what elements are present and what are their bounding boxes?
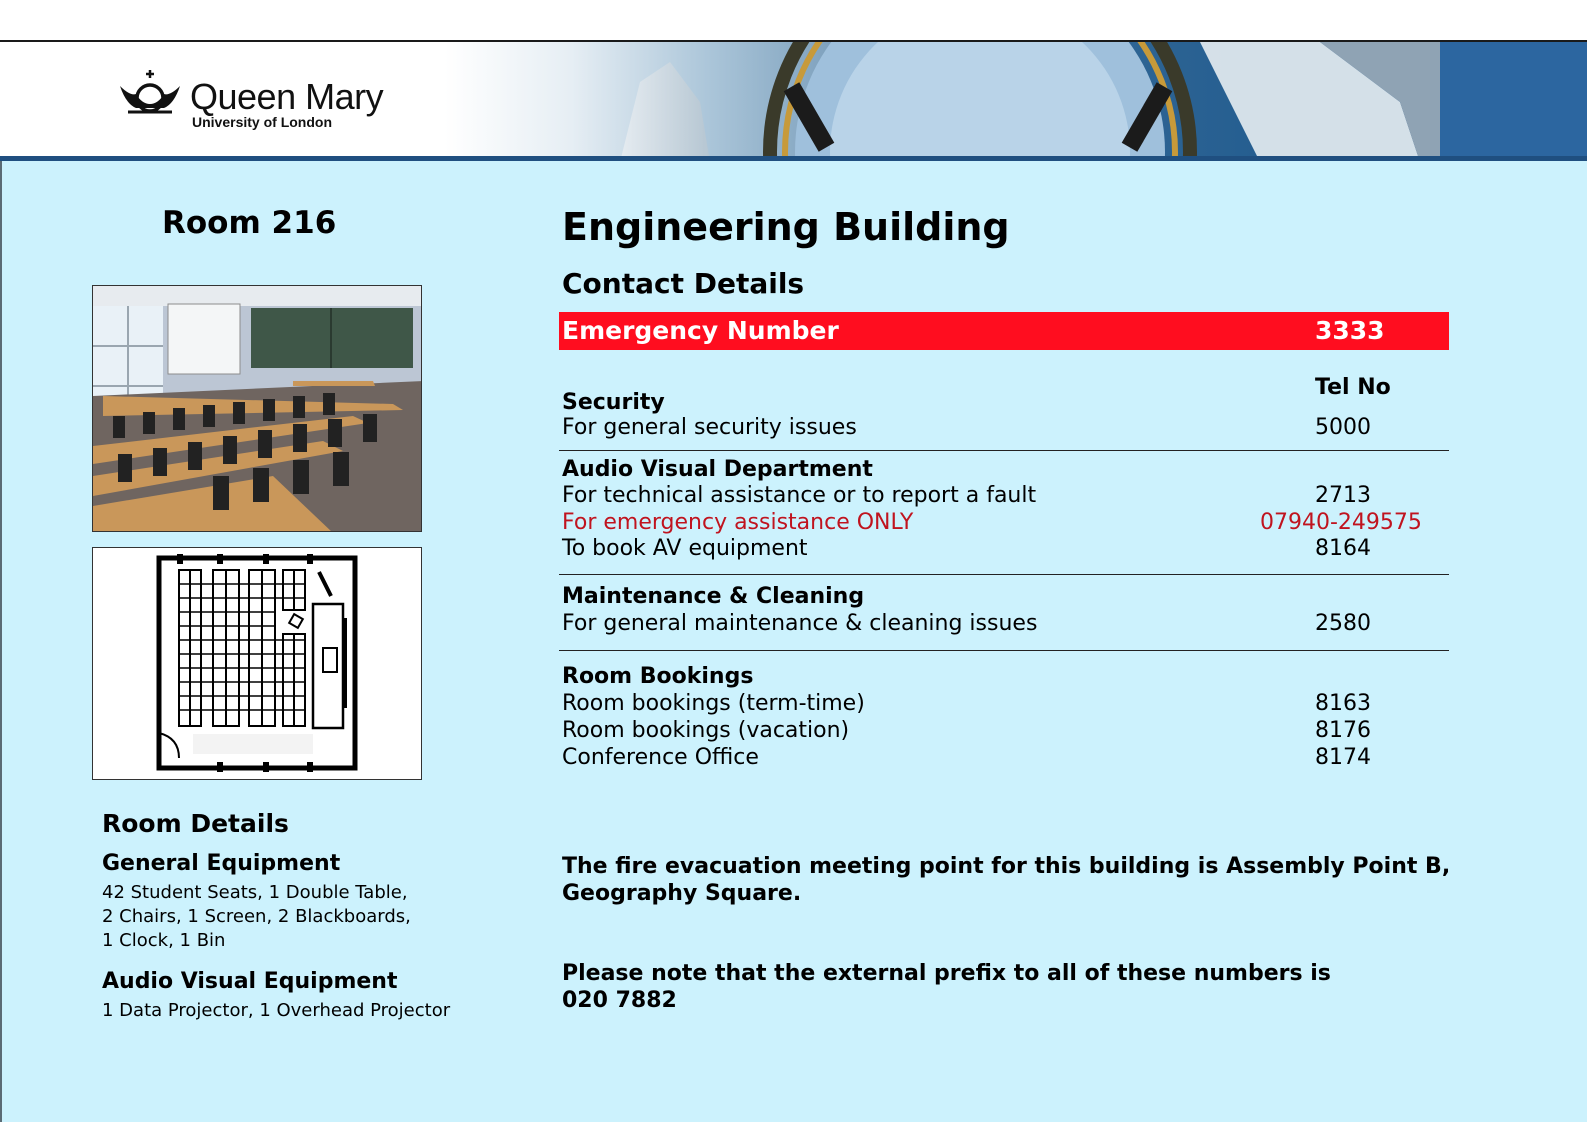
- classroom-photo: [92, 285, 422, 532]
- emergency-number-bar: [559, 312, 1449, 350]
- logo-name: Queen Mary: [190, 76, 384, 117]
- contact-row-number-emergency[interactable]: 07940-249575: [1260, 510, 1422, 535]
- contact-row-number[interactable]: 5000: [1315, 415, 1371, 440]
- general-equipment-heading: General Equipment: [102, 851, 341, 876]
- contact-row-number[interactable]: 8174: [1315, 745, 1371, 770]
- fire-evacuation-note: [562, 853, 1482, 907]
- section-heading-room-bookings: Room Bookings: [562, 664, 754, 689]
- general-equipment-line: 2 Chairs, 1 Screen, 2 Blackboards,: [102, 906, 411, 927]
- section-divider: [559, 650, 1449, 651]
- crown-icon: [118, 68, 182, 124]
- fire-note-line: The fire evacuation meeting point for this building is Assembly Point B,: [562, 854, 1451, 879]
- contact-row-number[interactable]: 2580: [1315, 611, 1371, 636]
- section-divider: [559, 450, 1449, 451]
- contact-row-label: To book AV equipment: [562, 536, 808, 561]
- av-equipment-line: 1 Data Projector, 1 Overhead Projector: [102, 1000, 451, 1021]
- contact-row-label: For general security issues: [562, 415, 857, 440]
- contact-row-number[interactable]: 8164: [1315, 536, 1371, 561]
- general-equipment-line: 42 Student Seats, 1 Double Table,: [102, 882, 408, 903]
- clock-tower-photo: [560, 42, 1587, 160]
- section-divider: [559, 574, 1449, 575]
- contact-row-label: Room bookings (term-time): [562, 691, 865, 716]
- logo-subtitle: University of London: [192, 114, 332, 130]
- tel-no-header: Tel No: [1315, 375, 1391, 400]
- room-floor-plan: [92, 547, 422, 780]
- section-heading-audio-visual: Audio Visual Department: [562, 457, 873, 482]
- emergency-number[interactable]: 3333: [1315, 316, 1385, 345]
- prefix-note-line: 020 7882: [562, 988, 677, 1013]
- contact-details-title: Contact Details: [562, 267, 805, 300]
- av-equipment-heading: Audio Visual Equipment: [102, 969, 398, 994]
- section-heading-maintenance: Maintenance & Cleaning: [562, 584, 865, 609]
- external-prefix-note: [562, 960, 1482, 1014]
- building-title: Engineering Building: [562, 205, 1010, 249]
- contact-row-number[interactable]: 2713: [1315, 483, 1371, 508]
- general-equipment-line: 1 Clock, 1 Bin: [102, 930, 226, 951]
- contact-row-label-emergency: For emergency assistance ONLY: [562, 510, 914, 535]
- contact-row-number[interactable]: 8176: [1315, 718, 1371, 743]
- contact-row-number[interactable]: 8163: [1315, 691, 1371, 716]
- contact-row-label: Conference Office: [562, 745, 759, 770]
- prefix-note-line: Please note that the external prefix to all of these numbers is: [562, 961, 1331, 986]
- room-details-title: Room Details: [102, 809, 289, 838]
- emergency-label: Emergency Number: [562, 316, 839, 345]
- fire-note-line: Geography Square.: [562, 881, 802, 906]
- contact-row-label: For general maintenance & cleaning issues: [562, 611, 1038, 636]
- contact-row-label: Room bookings (vacation): [562, 718, 850, 743]
- contact-row-label: For technical assistance or to report a fault: [562, 483, 1037, 508]
- header-banner: [0, 40, 1587, 160]
- info-panel: [0, 161, 1587, 1122]
- university-logo[interactable]: [118, 64, 388, 134]
- section-heading-security: Security: [562, 390, 665, 415]
- room-title: Room 216: [162, 205, 337, 241]
